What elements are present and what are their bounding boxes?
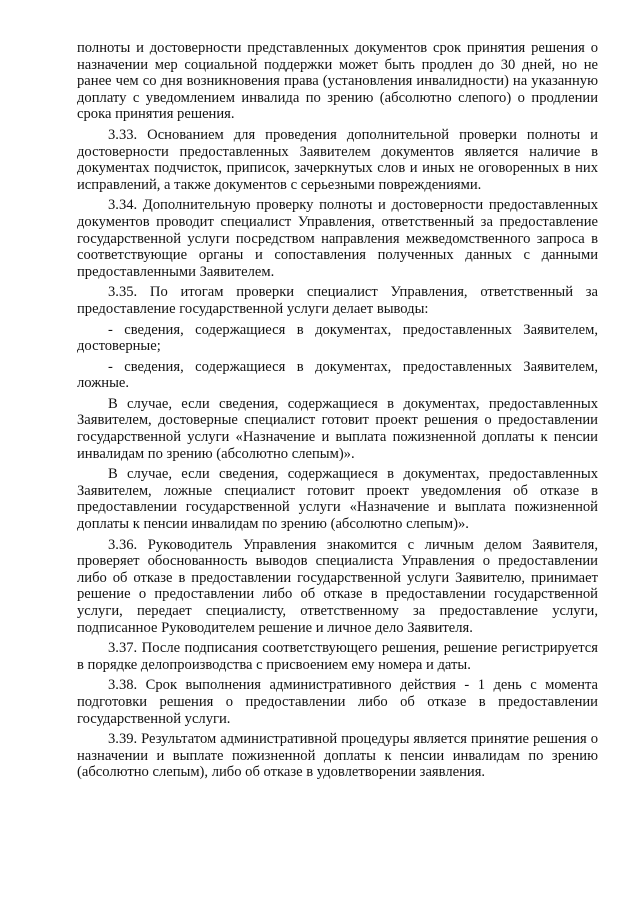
- paragraph-case-reliable: В случае, если сведения, содержащиеся в документах, предоставленных Заявителем, достоверные специалист готовит проект решения о предоставлении государственной услуги «Назначение и выплата пожизненной доплаты к пенсии инвалидам по зрению (абсолютно слепым)».: [77, 395, 598, 462]
- paragraph-3-38: 3.38. Срок выполнения административного действия - 1 день с момента подготовки решения о предоставлении либо об отказе в предоставлении государственной услуги.: [77, 677, 598, 727]
- paragraph-case-false: В случае, если сведения, содержащиеся в документах, предоставленных Заявителем, ложные специалист готовит проект уведомления об отказе в предоставлении государственной услуги «Назначение и выплата пожизненной доплаты к пенсии инвалидам по зрению (абсолютно слепым)».: [77, 466, 598, 533]
- paragraph-3-36: 3.36. Руководитель Управления знакомится с личным делом Заявителя, проверяет обоснованность выводов специалиста Управления о предоставлении либо об отказе в предоставлении государственной услуги Заявителю, принимает решение о предоставлении либо об отказе в предоставлении государственной услуги, передает специалисту, ответственному за предоставление услуги, подписанное Руководителем решение и личное дело Заявителя.: [77, 536, 598, 636]
- list-item-reliable: - сведения, содержащиеся в документах, предоставленных Заявителем, достоверные;: [77, 321, 598, 355]
- paragraph-3-37: 3.37. После подписания соответствующего решения, решение регистрируется в порядке делопроизводства с присвоением ему номера и даты.: [77, 640, 598, 673]
- paragraph-3-33: 3.33. Основанием для проведения дополнительной проверки полноты и достоверности предоставленных Заявителем документов является наличие в документах подчисток, приписок, зачеркнутых слов и иных не оговоренных в них исправлений, а также документов с серьезными повреждениями.: [77, 126, 598, 193]
- document-page: [77, 40, 598, 785]
- paragraph-3-34: 3.34. Дополнительную проверку полноты и достоверности предоставленных документов проводит специалист Управления, ответственный за предоставление государственной услуги посредством направления межведомственного запроса в соответствующие органы и сопоставления полученных данных с данными предоставленными Заявителем.: [77, 197, 598, 280]
- list-item-false: - сведения, содержащиеся в документах, предоставленных Заявителем, ложные.: [77, 358, 598, 392]
- paragraph-3-35: 3.35. По итогам проверки специалист Управления, ответственный за предоставление государственной услуги делает выводы:: [77, 284, 598, 317]
- paragraph-3-39: 3.39. Результатом административной процедуры является принятие решения о назначении и выплате пожизненной доплаты к пенсии инвалидам по зрению (абсолютно слепым), либо об отказе в удовлетворении заявления.: [77, 731, 598, 781]
- paragraph-continuation: полноты и достоверности представленных документов срок принятия решения о назначении мер социальной поддержки может быть продлен до 30 дней, но не ранее чем со дня возникновения права (установления инвалидности) на указанную доплату с уведомлением инвалида по зрению (абсолютно слепого) о продлении срока принятия решения.: [77, 40, 598, 123]
